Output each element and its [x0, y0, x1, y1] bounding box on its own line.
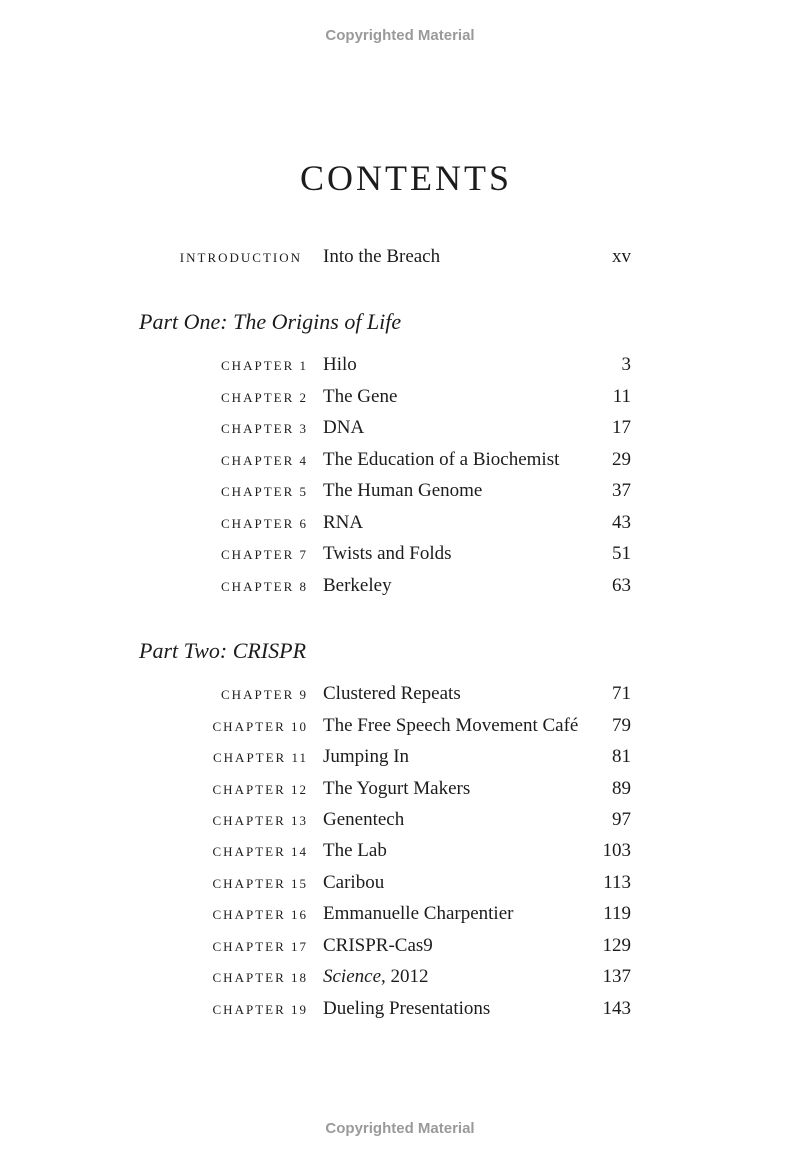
- entry-title: Caribou: [323, 872, 385, 893]
- toc-entry-chapter-7: [0, 543, 800, 567]
- entry-title: The Gene: [323, 386, 398, 407]
- entry-page-number: 51: [612, 543, 631, 564]
- entry-label: CHAPTER 5: [221, 484, 308, 499]
- entry-label: CHAPTER 16: [212, 907, 308, 922]
- entry-label: CHAPTER 3: [221, 421, 308, 436]
- entry-label: INTRODUCTION: [179, 250, 302, 265]
- entry-page-number: 11: [612, 386, 631, 407]
- entry-title: DNA: [323, 417, 365, 438]
- entry-page-number: 43: [612, 512, 631, 533]
- toc-entry-chapter-16: [0, 903, 800, 927]
- entry-page-number: 79: [612, 715, 631, 736]
- toc-entry-chapter-4: [0, 449, 800, 473]
- entry-page-number: 17: [612, 417, 631, 438]
- entry-page-number: 143: [602, 998, 631, 1019]
- toc-entry-chapter-11: [0, 746, 800, 770]
- copyright-watermark-bottom: Copyrighted Material: [325, 1120, 475, 1137]
- entry-title: RNA: [323, 512, 364, 533]
- page-title: CONTENTS: [300, 158, 512, 199]
- entry-title: Jumping In: [323, 746, 410, 767]
- toc-entry-chapter-1: [0, 354, 800, 378]
- entry-page-number: 103: [602, 840, 631, 861]
- entry-page-number: 137: [602, 966, 631, 987]
- entry-title: The Education of a Biochemist: [323, 449, 560, 470]
- entry-page-number: 37: [612, 480, 631, 501]
- toc-entry-introduction: [0, 246, 800, 270]
- toc-entry-chapter-14: [0, 840, 800, 864]
- toc-entry-chapter-18: [0, 966, 800, 990]
- toc-entry-chapter-9: [0, 683, 800, 707]
- entry-label: CHAPTER 1: [221, 358, 308, 373]
- part-one-heading: Part One: The Origins of Life: [139, 309, 402, 334]
- entry-label: CHAPTER 19: [212, 1002, 308, 1017]
- entry-title: Emmanuelle Charpentier: [323, 903, 514, 924]
- entry-label: CHAPTER 13: [212, 813, 308, 828]
- entry-title: CRISPR-Cas9: [323, 935, 433, 956]
- entry-label: CHAPTER 10: [212, 719, 308, 734]
- toc-entry-chapter-3: [0, 417, 800, 441]
- toc-entry-chapter-13: [0, 809, 800, 833]
- entry-label: CHAPTER 17: [212, 939, 308, 954]
- entry-label: CHAPTER 8: [221, 579, 308, 594]
- entry-label: CHAPTER 14: [212, 844, 308, 859]
- entry-title-rest: , 2012: [381, 966, 429, 987]
- toc-entry-chapter-5: [0, 480, 800, 504]
- toc-entry-chapter-6: [0, 512, 800, 536]
- entry-page-number: 71: [612, 683, 631, 704]
- copyright-watermark-top: Copyrighted Material: [325, 27, 475, 44]
- entry-page-number: 81: [612, 746, 631, 767]
- entry-page-number: 29: [612, 449, 631, 470]
- entry-page-number: 63: [612, 575, 631, 596]
- entry-title: The Free Speech Movement Café: [323, 715, 579, 736]
- toc-entry-chapter-19: [0, 998, 800, 1022]
- entry-title: The Yogurt Makers: [323, 778, 471, 799]
- toc-entry-chapter-8: [0, 575, 800, 599]
- toc-entry-chapter-10: [0, 715, 800, 739]
- entry-page-number: xv: [612, 246, 631, 267]
- entry-page-number: 129: [602, 935, 631, 956]
- entry-page-number: 89: [612, 778, 631, 799]
- toc-entry-chapter-17: [0, 935, 800, 959]
- entry-label: CHAPTER 2: [221, 390, 308, 405]
- entry-title: Genentech: [323, 809, 405, 830]
- toc-entry-chapter-15: [0, 872, 800, 896]
- entry-label: CHAPTER 7: [221, 547, 308, 562]
- entry-title: Dueling Presentations: [323, 998, 491, 1019]
- entry-page-number: 97: [612, 809, 631, 830]
- entry-page-number: 3: [621, 354, 631, 375]
- entry-page-number: 119: [603, 903, 631, 924]
- part-two-heading: Part Two: CRISPR: [139, 638, 307, 663]
- entry-title: Hilo: [323, 354, 357, 375]
- entry-title-italic-part: Science: [323, 966, 382, 987]
- entry-label: CHAPTER 15: [212, 876, 308, 891]
- entry-label: CHAPTER 18: [212, 970, 308, 985]
- entry-label: CHAPTER 9: [221, 687, 308, 702]
- entry-title: The Human Genome: [323, 480, 483, 501]
- entry-page-number: 113: [603, 872, 631, 893]
- entry-title: The Lab: [323, 840, 387, 861]
- toc-entry-chapter-12: [0, 778, 800, 802]
- entry-title: [323, 966, 429, 988]
- toc-entry-chapter-2: [0, 386, 800, 410]
- entry-title: Berkeley: [323, 575, 392, 596]
- entry-title: Into the Breach: [323, 246, 441, 267]
- entry-label: CHAPTER 11: [213, 750, 308, 765]
- entry-title: Clustered Repeats: [323, 683, 461, 704]
- entry-label: CHAPTER 6: [221, 516, 308, 531]
- entry-label: CHAPTER 4: [221, 453, 308, 468]
- entry-label: CHAPTER 12: [212, 782, 308, 797]
- entry-title: Twists and Folds: [323, 543, 452, 564]
